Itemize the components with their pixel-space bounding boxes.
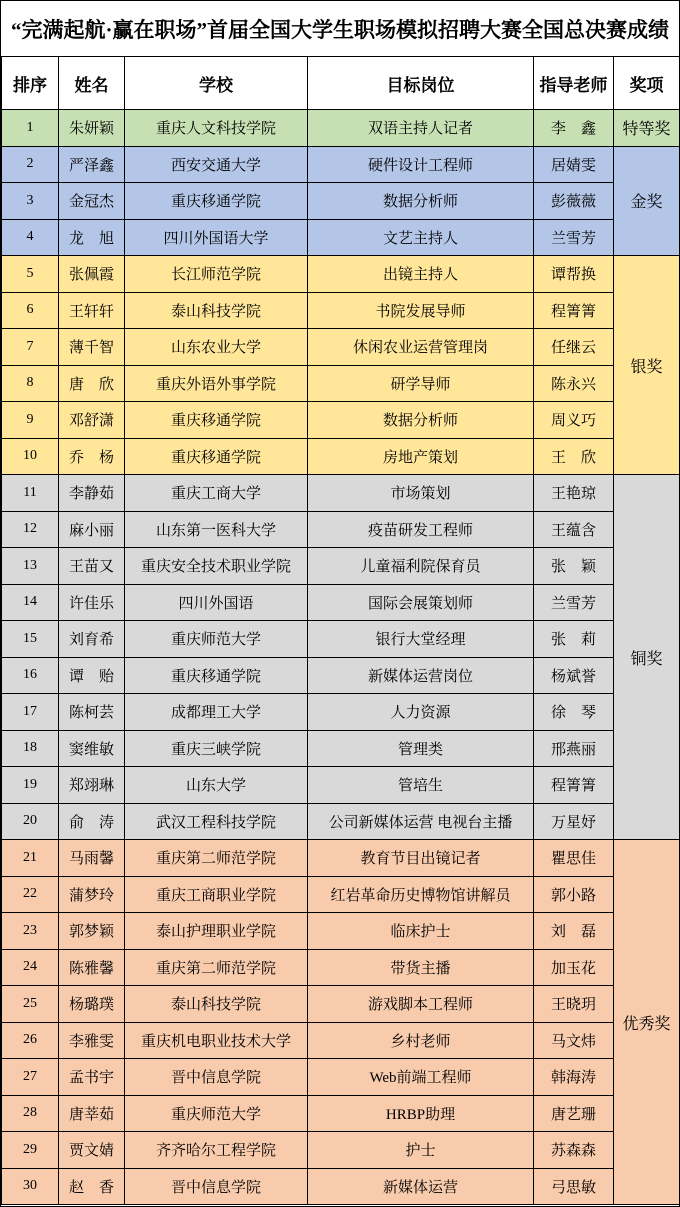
rank-cell: 14 <box>2 584 59 621</box>
teacher-cell: 陈永兴 <box>534 365 614 402</box>
position-cell: 管理类 <box>308 730 534 767</box>
position-cell: 公司新媒体运营 电视台主播 <box>308 803 534 840</box>
rank-cell: 1 <box>2 110 59 147</box>
teacher-cell: 徐 琴 <box>534 694 614 731</box>
school-cell: 四川外国语大学 <box>125 219 308 256</box>
position-cell: 乡村老师 <box>308 1022 534 1059</box>
table-row <box>2 876 680 913</box>
school-cell: 山东农业大学 <box>125 329 308 366</box>
teacher-cell: 居婧雯 <box>534 146 614 183</box>
teacher-cell: 李 鑫 <box>534 110 614 147</box>
name-cell: 贾文婧 <box>59 1132 125 1169</box>
position-cell: 带货主播 <box>308 949 534 986</box>
school-cell: 泰山科技学院 <box>125 986 308 1023</box>
name-cell: 严泽鑫 <box>59 146 125 183</box>
teacher-cell: 程箐箐 <box>534 292 614 329</box>
teacher-cell: 兰雪芳 <box>534 584 614 621</box>
name-cell: 刘育希 <box>59 621 125 658</box>
teacher-cell: 彭薇薇 <box>534 183 614 220</box>
position-cell: 数据分析师 <box>308 402 534 439</box>
header-row <box>2 57 680 110</box>
teacher-cell: 王 欣 <box>534 438 614 475</box>
teacher-cell: 加玉花 <box>534 949 614 986</box>
name-cell: 谭 贻 <box>59 657 125 694</box>
rank-cell: 6 <box>2 292 59 329</box>
rank-cell: 25 <box>2 986 59 1023</box>
school-cell: 重庆人文科技学院 <box>125 110 308 147</box>
rank-cell: 24 <box>2 949 59 986</box>
header-rank: 排序 <box>2 57 59 110</box>
table-row <box>2 840 680 877</box>
name-cell: 李雅雯 <box>59 1022 125 1059</box>
school-cell: 重庆工商职业学院 <box>125 876 308 913</box>
rank-cell: 5 <box>2 256 59 293</box>
table-row <box>2 548 680 585</box>
table-row <box>2 146 680 183</box>
rank-cell: 8 <box>2 365 59 402</box>
header-position: 目标岗位 <box>308 57 534 110</box>
teacher-cell: 弓思敏 <box>534 1168 614 1205</box>
position-cell: 研学导师 <box>308 365 534 402</box>
name-cell: 孟书宇 <box>59 1059 125 1096</box>
position-cell: 数据分析师 <box>308 183 534 220</box>
school-cell: 晋中信息学院 <box>125 1168 308 1205</box>
rank-cell: 27 <box>2 1059 59 1096</box>
teacher-cell: 郭小路 <box>534 876 614 913</box>
position-cell: 出镜主持人 <box>308 256 534 293</box>
teacher-cell: 韩海涛 <box>534 1059 614 1096</box>
teacher-cell: 邢燕丽 <box>534 730 614 767</box>
table-row <box>2 183 680 220</box>
rank-cell: 21 <box>2 840 59 877</box>
name-cell: 王苗又 <box>59 548 125 585</box>
header-teacher: 指导老师 <box>534 57 614 110</box>
table-row <box>2 1132 680 1169</box>
teacher-cell: 兰雪芳 <box>534 219 614 256</box>
results-table <box>1 56 680 1205</box>
position-cell: 国际会展策划师 <box>308 584 534 621</box>
school-cell: 重庆移通学院 <box>125 657 308 694</box>
award-cell: 铜奖 <box>614 475 680 840</box>
position-cell: 硬件设计工程师 <box>308 146 534 183</box>
teacher-cell: 王蕴含 <box>534 511 614 548</box>
table-row <box>2 402 680 439</box>
table-row <box>2 1059 680 1096</box>
rank-cell: 12 <box>2 511 59 548</box>
rank-cell: 13 <box>2 548 59 585</box>
name-cell: 马雨馨 <box>59 840 125 877</box>
rank-cell: 10 <box>2 438 59 475</box>
rank-cell: 16 <box>2 657 59 694</box>
position-cell: 新媒体运营岗位 <box>308 657 534 694</box>
header-school: 学校 <box>125 57 308 110</box>
school-cell: 重庆移通学院 <box>125 183 308 220</box>
award-cell: 金奖 <box>614 146 680 256</box>
rank-cell: 20 <box>2 803 59 840</box>
position-cell: 休闲农业运营管理岗 <box>308 329 534 366</box>
teacher-cell: 张 颖 <box>534 548 614 585</box>
school-cell: 泰山护理职业学院 <box>125 913 308 950</box>
position-cell: 临床护士 <box>308 913 534 950</box>
name-cell: 杨璐璞 <box>59 986 125 1023</box>
rank-cell: 7 <box>2 329 59 366</box>
position-cell: HRBP助理 <box>308 1095 534 1132</box>
teacher-cell: 任继云 <box>534 329 614 366</box>
name-cell: 许佳乐 <box>59 584 125 621</box>
school-cell: 重庆外语外事学院 <box>125 365 308 402</box>
table-row <box>2 986 680 1023</box>
teacher-cell: 唐艺珊 <box>534 1095 614 1132</box>
header-award: 奖项 <box>614 57 680 110</box>
rank-cell: 15 <box>2 621 59 658</box>
rank-cell: 9 <box>2 402 59 439</box>
name-cell: 俞 涛 <box>59 803 125 840</box>
name-cell: 窦维敏 <box>59 730 125 767</box>
position-cell: 新媒体运营 <box>308 1168 534 1205</box>
rank-cell: 26 <box>2 1022 59 1059</box>
position-cell: 教育节目出镜记者 <box>308 840 534 877</box>
table-row <box>2 1168 680 1205</box>
teacher-cell: 王晓玥 <box>534 986 614 1023</box>
table-row <box>2 1022 680 1059</box>
table-row <box>2 694 680 731</box>
rank-cell: 29 <box>2 1132 59 1169</box>
name-cell: 麻小丽 <box>59 511 125 548</box>
school-cell: 山东第一医科大学 <box>125 511 308 548</box>
table-row <box>2 292 680 329</box>
table-row <box>2 511 680 548</box>
position-cell: Web前端工程师 <box>308 1059 534 1096</box>
school-cell: 重庆机电职业技术大学 <box>125 1022 308 1059</box>
table-row <box>2 949 680 986</box>
teacher-cell: 张 莉 <box>534 621 614 658</box>
name-cell: 薄千智 <box>59 329 125 366</box>
position-cell: 房地产策划 <box>308 438 534 475</box>
school-cell: 重庆安全技术职业学院 <box>125 548 308 585</box>
position-cell: 疫苗研发工程师 <box>308 511 534 548</box>
teacher-cell: 万星妤 <box>534 803 614 840</box>
school-cell: 重庆第二师范学院 <box>125 949 308 986</box>
school-cell: 长江师范学院 <box>125 256 308 293</box>
name-cell: 乔 杨 <box>59 438 125 475</box>
position-cell: 儿童福利院保育员 <box>308 548 534 585</box>
name-cell: 唐莘茹 <box>59 1095 125 1132</box>
school-cell: 四川外国语 <box>125 584 308 621</box>
position-cell: 红岩革命历史博物馆讲解员 <box>308 876 534 913</box>
position-cell: 市场策划 <box>308 475 534 512</box>
table-row <box>2 657 680 694</box>
position-cell: 双语主持人记者 <box>308 110 534 147</box>
school-cell: 重庆三峡学院 <box>125 730 308 767</box>
table-row <box>2 621 680 658</box>
rank-cell: 2 <box>2 146 59 183</box>
position-cell: 管培生 <box>308 767 534 804</box>
teacher-cell: 程箐箐 <box>534 767 614 804</box>
school-cell: 晋中信息学院 <box>125 1059 308 1096</box>
rank-cell: 11 <box>2 475 59 512</box>
position-cell: 书院发展导师 <box>308 292 534 329</box>
table-row <box>2 730 680 767</box>
position-cell: 银行大堂经理 <box>308 621 534 658</box>
school-cell: 重庆第二师范学院 <box>125 840 308 877</box>
name-cell: 王轩轩 <box>59 292 125 329</box>
teacher-cell: 刘 磊 <box>534 913 614 950</box>
name-cell: 李静茹 <box>59 475 125 512</box>
teacher-cell: 王艳琼 <box>534 475 614 512</box>
name-cell: 蒲梦玲 <box>59 876 125 913</box>
teacher-cell: 杨斌誉 <box>534 657 614 694</box>
name-cell: 郭梦颖 <box>59 913 125 950</box>
rank-cell: 28 <box>2 1095 59 1132</box>
table-row <box>2 219 680 256</box>
school-cell: 泰山科技学院 <box>125 292 308 329</box>
teacher-cell: 苏森森 <box>534 1132 614 1169</box>
rank-cell: 30 <box>2 1168 59 1205</box>
rank-cell: 23 <box>2 913 59 950</box>
name-cell: 邓舒潇 <box>59 402 125 439</box>
table-row <box>2 110 680 147</box>
table-row <box>2 256 680 293</box>
table-row <box>2 767 680 804</box>
header-name: 姓名 <box>59 57 125 110</box>
award-cell: 银奖 <box>614 256 680 475</box>
position-cell: 人力资源 <box>308 694 534 731</box>
school-cell: 山东大学 <box>125 767 308 804</box>
position-cell: 游戏脚本工程师 <box>308 986 534 1023</box>
name-cell: 朱妍颖 <box>59 110 125 147</box>
name-cell: 龙 旭 <box>59 219 125 256</box>
school-cell: 重庆师范大学 <box>125 1095 308 1132</box>
table-row <box>2 438 680 475</box>
school-cell: 武汉工程科技学院 <box>125 803 308 840</box>
rank-cell: 3 <box>2 183 59 220</box>
award-cell: 特等奖 <box>614 110 680 147</box>
rank-cell: 19 <box>2 767 59 804</box>
school-cell: 西安交通大学 <box>125 146 308 183</box>
rank-cell: 18 <box>2 730 59 767</box>
school-cell: 重庆移通学院 <box>125 402 308 439</box>
school-cell: 重庆移通学院 <box>125 438 308 475</box>
table-row <box>2 475 680 512</box>
table-row <box>2 1095 680 1132</box>
table-row <box>2 365 680 402</box>
school-cell: 成都理工大学 <box>125 694 308 731</box>
position-cell: 文艺主持人 <box>308 219 534 256</box>
name-cell: 郑翊琳 <box>59 767 125 804</box>
name-cell: 赵 香 <box>59 1168 125 1205</box>
name-cell: 金冠杰 <box>59 183 125 220</box>
table-row <box>2 584 680 621</box>
rank-cell: 22 <box>2 876 59 913</box>
award-cell: 优秀奖 <box>614 840 680 1205</box>
name-cell: 陈柯芸 <box>59 694 125 731</box>
table-row <box>2 803 680 840</box>
name-cell: 陈雅馨 <box>59 949 125 986</box>
rank-cell: 17 <box>2 694 59 731</box>
school-cell: 齐齐哈尔工程学院 <box>125 1132 308 1169</box>
page-title: “完满起航·赢在职场”首届全国大学生职场模拟招聘大赛全国总决赛成绩 <box>10 17 669 42</box>
table-row <box>2 329 680 366</box>
table-row <box>2 913 680 950</box>
teacher-cell: 瞿思佳 <box>534 840 614 877</box>
school-cell: 重庆师范大学 <box>125 621 308 658</box>
position-cell: 护士 <box>308 1132 534 1169</box>
name-cell: 唐 欣 <box>59 365 125 402</box>
school-cell: 重庆工商大学 <box>125 475 308 512</box>
teacher-cell: 谭帮换 <box>534 256 614 293</box>
teacher-cell: 马文炜 <box>534 1022 614 1059</box>
rank-cell: 4 <box>2 219 59 256</box>
name-cell: 张佩霞 <box>59 256 125 293</box>
teacher-cell: 周义巧 <box>534 402 614 439</box>
